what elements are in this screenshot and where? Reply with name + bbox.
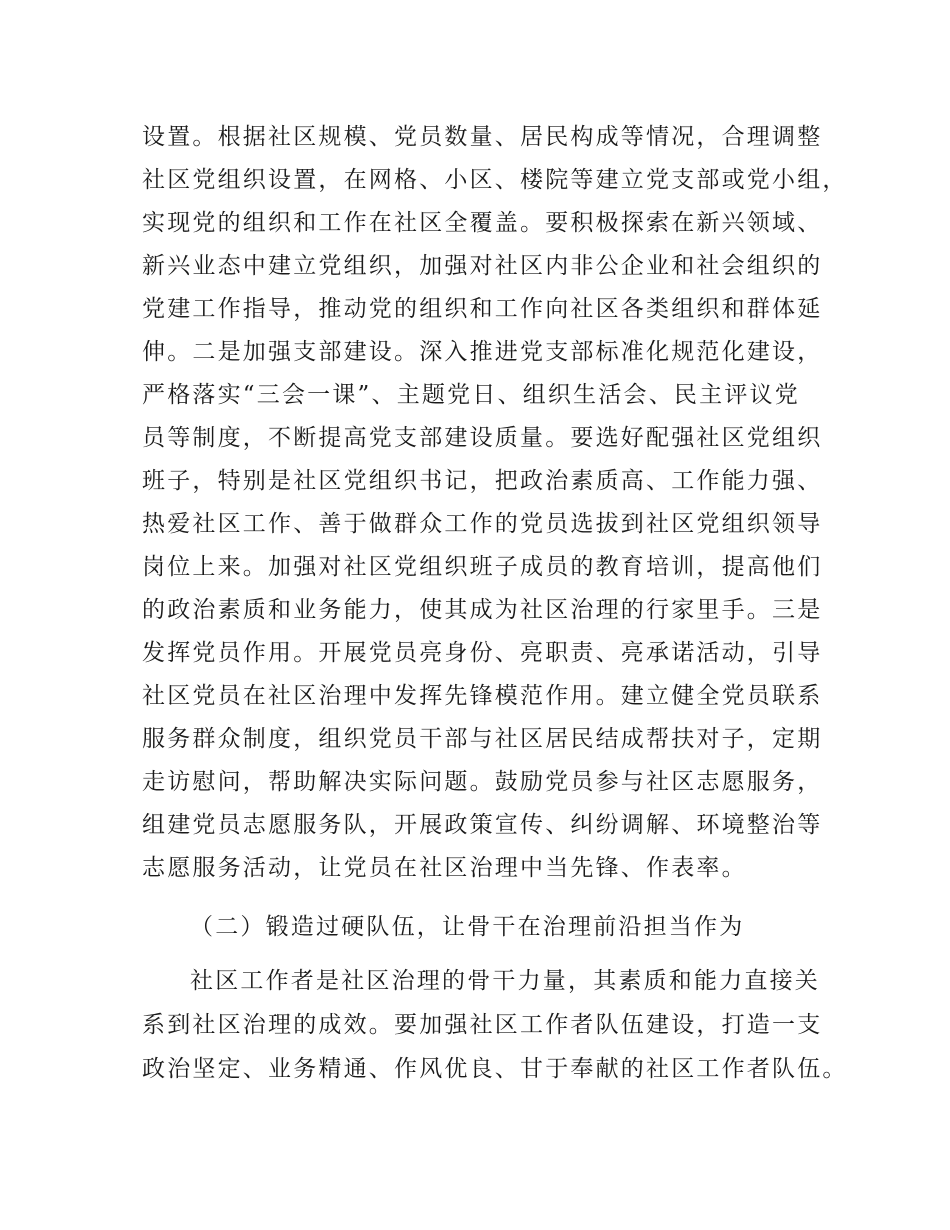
paragraph-line: 社区工作者是社区治理的骨干力量，其素质和能力直接关 (190, 968, 820, 994)
paragraph-line: 社区党员在社区治理中发挥先锋模范作用。建立健全党员联系 (142, 683, 823, 709)
section-heading: （二）锻造过硬队伍，让骨干在治理前沿担当作为 (190, 914, 745, 940)
paragraph-line: 岗位上来。加强对社区党组织班子成员的教育培训，提高他们 (142, 554, 823, 580)
paragraph-line: 伸。二是加强支部建设。深入推进党支部标准化规范化建设， (142, 339, 823, 365)
paragraph-line: 走访慰问，帮助解决实际问题。鼓励党员参与社区志愿服务， (142, 769, 823, 795)
paragraph-line: 实现党的组织和工作在社区全覆盖。要积极探索在新兴领域、 (142, 210, 823, 236)
paragraph-line: 员等制度，不断提高党支部建设质量。要选好配强社区党组织 (142, 425, 823, 451)
paragraph-line: 热爱社区工作、善于做群众工作的党员选拔到社区党组织领导 (142, 511, 823, 537)
paragraph-line: 设置。根据社区规模、党员数量、居民构成等情况，合理调整 (142, 124, 823, 150)
paragraph-line: 系到社区治理的成效。要加强社区工作者队伍建设，打造一支 (142, 1012, 823, 1038)
paragraph-line: 社区党组织设置，在网格、小区、楼院等建立党支部或党小组， (142, 167, 848, 193)
paragraph-line: 发挥党员作用。开展党员亮身份、亮职责、亮承诺活动，引导 (142, 640, 823, 666)
paragraph-line: 严格落实“三会一课”、主题党日、组织生活会、民主评议党 (142, 382, 800, 408)
paragraph-line: 的政治素质和业务能力，使其成为社区治理的行家里手。三是 (142, 597, 823, 623)
paragraph-line: 新兴业态中建立党组织，加强对社区内非公企业和社会组织的 (142, 253, 823, 279)
paragraph-line: 政治坚定、业务精通、作风优良、甘于奉献的社区工作者队伍。 (142, 1056, 848, 1082)
paragraph-line: 班子，特别是社区党组织书记，把政治素质高、工作能力强、 (142, 468, 823, 494)
paragraph-line: 党建工作指导，推动党的组织和工作向社区各类组织和群体延 (142, 296, 823, 322)
paragraph-line: 服务群众制度，组织党员干部与社区居民结成帮扶对子，定期 (142, 726, 823, 752)
paragraph-line: 组建党员志愿服务队，开展政策宣传、纠纷调解、环境整治等 (142, 812, 823, 838)
paragraph-line: 志愿服务活动，让党员在社区治理中当先锋、作表率。 (142, 855, 747, 881)
